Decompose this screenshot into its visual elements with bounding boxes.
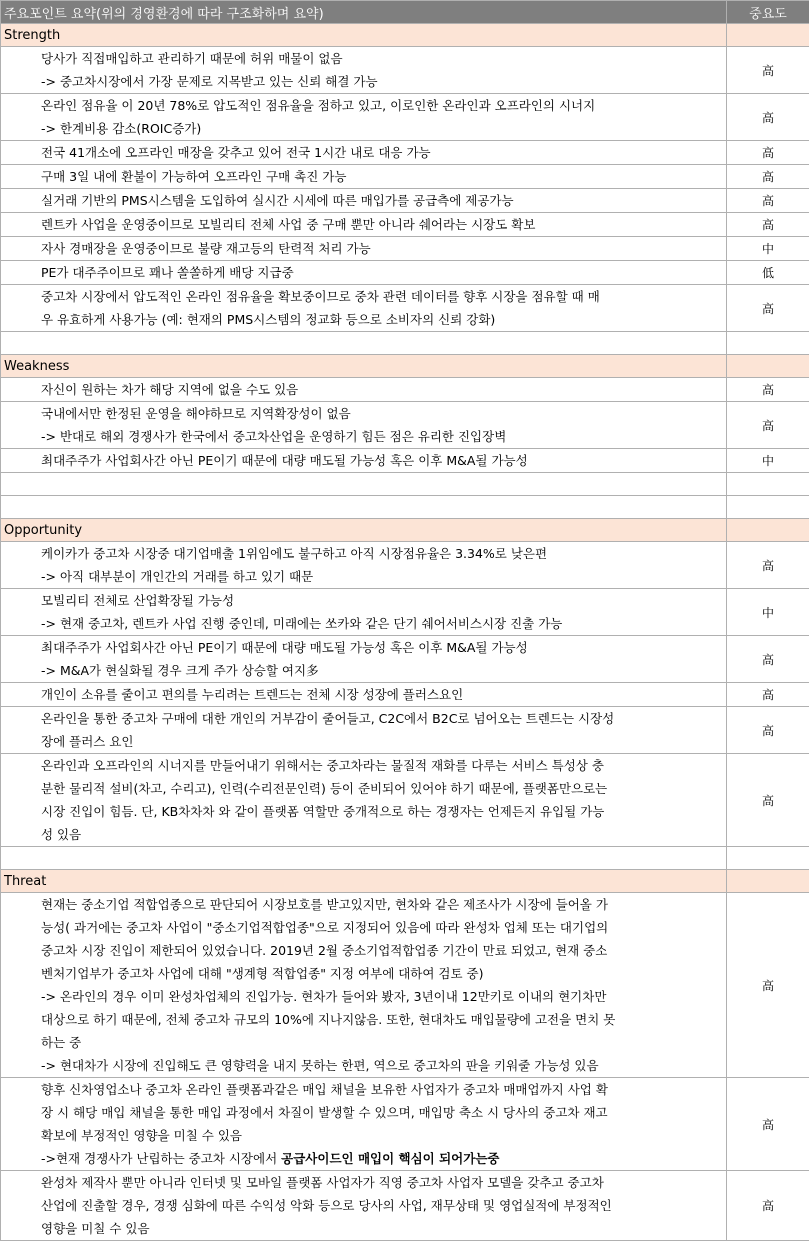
table-row (1, 683, 809, 707)
summary-line: -> 온라인의 경우 이미 완성차업체의 진입가능. 현차가 들어와 봤자, 3년이내 12만키로 이내의 현기차만 (41, 985, 720, 1008)
summary-line: 대상으로 하기 때문에, 전체 중고차 규모의 10%에 지나지않음. 또한, 현대차도 매입물량에 고전을 면치 못 (41, 1008, 720, 1031)
summary-cell (1, 707, 727, 754)
table-row (1, 1078, 809, 1171)
table-row (1, 378, 809, 402)
summary-cell (1, 1171, 727, 1241)
section-title: Weakness (1, 355, 727, 378)
importance-cell: 高 (727, 893, 809, 1078)
summary-line: 중고차 시장 진입이 제한되어 있었습니다. 2019년 2월 중소기업적합업종 기간이 만료 되었고, 현재 중소 (41, 939, 720, 962)
importance-cell: 高 (727, 683, 809, 707)
importance-cell: 高 (727, 754, 809, 847)
table-row (1, 141, 809, 165)
section-importance-cell (727, 24, 809, 47)
summary-line: 렌트카 사업을 운영중이므로 모빌리티 전체 사업 중 구매 뿐만 아니라 쉐어라는 시장도 확보 (41, 213, 720, 236)
summary-line: -> M&A가 현실화될 경우 크게 주가 상승할 여지多 (41, 659, 720, 682)
summary-line: 모빌리티 전체로 산업확장될 가능성 (41, 589, 720, 612)
table-row (1, 261, 809, 285)
summary-cell (1, 141, 727, 165)
summary-line: 최대주주가 사업회사간 아닌 PE이기 때문에 대량 매도될 가능성 혹은 이후 M&A될 가능성 (41, 636, 720, 659)
summary-cell (1, 237, 727, 261)
summary-cell (1, 449, 727, 473)
table-row (1, 542, 809, 589)
summary-cell (1, 893, 727, 1078)
importance-cell: 高 (727, 542, 809, 589)
importance-cell: 高 (727, 1078, 809, 1171)
importance-cell: 高 (727, 165, 809, 189)
section-title: Threat (1, 870, 727, 893)
table-row (1, 165, 809, 189)
section-importance-cell (727, 355, 809, 378)
summary-line: 전국 41개소에 오프라인 매장을 갖추고 있어 전국 1시간 내로 대응 가능 (41, 141, 720, 164)
summary-line: 확보에 부정적인 영향을 미칠 수 있음 (41, 1124, 720, 1147)
summary-line-emphasis (41, 1147, 720, 1170)
summary-line: -> 현대차가 시장에 진입해도 큰 영향력을 내지 못하는 한편, 역으로 중고차의 판을 키워줄 가능성 있음 (41, 1054, 720, 1077)
summary-line: -> 현재 중고차, 렌트카 사업 진행 중인데, 미래에는 쏘카와 같은 단기 쉐어서비스시장 진출 가능 (41, 612, 720, 635)
blank-row (1, 847, 809, 870)
summary-line: 성 있음 (41, 823, 720, 846)
table-body (1, 1, 809, 1241)
summary-line: 영향을 미칠 수 있음 (41, 1217, 720, 1240)
section-header-threat (1, 870, 809, 893)
summary-line: 우 유효하게 사용가능 (예: 현재의 PMS시스템의 정교화 등으로 소비자의 신뢰 강화) (41, 308, 720, 331)
summary-cell (1, 47, 727, 94)
blank-cell (727, 496, 809, 519)
summary-cell (1, 683, 727, 707)
table-row (1, 1171, 809, 1241)
summary-line: 향후 신차영업소나 중고차 온라인 플랫폼과같은 매입 채널을 보유한 사업자가 중고차 매매업까지 사업 확 (41, 1078, 720, 1101)
summary-cell (1, 165, 727, 189)
blank-cell (727, 473, 809, 496)
summary-line: 시장 진입이 힘듬. 단, KB차차차 와 같이 플랫폼 역할만 중개적으로 하는 경쟁자는 언제든지 유입될 가능 (41, 800, 720, 823)
blank-cell (1, 332, 727, 355)
table-row (1, 285, 809, 332)
summary-cell (1, 636, 727, 683)
table-row (1, 402, 809, 449)
summary-line: 능성( 과거에는 중고차 사업이 "중소기업적합업종"으로 지정되어 있음에 따라 완성차 업체 또는 대기업의 (41, 916, 720, 939)
summary-line: 벤처기업부가 중고차 사업에 대해 "생계형 적합업종" 지정 여부에 대하여 검토 중) (41, 962, 720, 985)
summary-line: 중고차 시장에서 압도적인 온라인 점유율을 확보중이므로 중차 관련 데이터를 향후 시장을 점유할 때 매 (41, 285, 720, 308)
importance-cell: 高 (727, 1171, 809, 1241)
summary-line: 개인이 소유를 줄이고 편의를 누리려는 트렌드는 전체 시장 성장에 플러스요인 (41, 683, 720, 706)
importance-cell: 高 (727, 189, 809, 213)
blank-cell (1, 847, 727, 870)
summary-line: 온라인 점유율 이 20년 78%로 압도적인 점유율을 점하고 있고, 이로인한 온라인과 오프라인의 시너지 (41, 94, 720, 117)
table-row (1, 237, 809, 261)
summary-line: 자사 경매장을 운영중이므로 불량 재고등의 탄력적 처리 가능 (41, 237, 720, 260)
blank-cell (727, 847, 809, 870)
summary-line: 최대주주가 사업회사간 아닌 PE이기 때문에 대량 매도될 가능성 혹은 이후 M&A될 가능성 (41, 449, 720, 472)
summary-cell (1, 542, 727, 589)
section-title: Opportunity (1, 519, 727, 542)
summary-cell (1, 589, 727, 636)
blank-row (1, 332, 809, 355)
section-importance-cell (727, 519, 809, 542)
importance-cell: 高 (727, 94, 809, 141)
summary-line: -> 아직 대부분이 개인간의 거래를 하고 있기 때문 (41, 565, 720, 588)
blank-cell (1, 473, 727, 496)
summary-line: 온라인과 오프라인의 시너지를 만들어내기 위해서는 중고차라는 물질적 재화를 다루는 서비스 특성상 충 (41, 754, 720, 777)
blank-row (1, 473, 809, 496)
summary-line: 현재는 중소기업 적합업종으로 판단되어 시장보호를 받고있지만, 현차와 같은 제조사가 시장에 들어올 가 (41, 893, 720, 916)
summary-line: 하는 중 (41, 1031, 720, 1054)
table-row (1, 636, 809, 683)
summary-line: 자신이 원하는 차가 해당 지역에 없을 수도 있음 (41, 378, 720, 401)
table-row (1, 94, 809, 141)
summary-line: -> 한계비용 감소(ROIC증가) (41, 117, 720, 140)
blank-cell (1, 496, 727, 519)
table-row (1, 893, 809, 1078)
section-title: Strength (1, 24, 727, 47)
summary-line: 온라인을 통한 중고차 구매에 대한 개인의 거부감이 줄어들고, C2C에서 B2C로 넘어오는 트렌드는 시장성 (41, 707, 720, 730)
summary-text: ->현재 경쟁사가 난립하는 중고차 시장에서 (41, 1151, 281, 1166)
summary-cell (1, 213, 727, 237)
importance-cell: 高 (727, 636, 809, 683)
section-importance-cell (727, 870, 809, 893)
table-row (1, 47, 809, 94)
summary-line: 장에 플러스 요인 (41, 730, 720, 753)
summary-cell (1, 261, 727, 285)
summary-line: 실거래 기반의 PMS시스템을 도입하여 실시간 시세에 따른 매입가를 공급측에 제공가능 (41, 189, 720, 212)
summary-cell (1, 402, 727, 449)
summary-line: 분한 물리적 설비(차고, 수리고), 인력(수리전문인력) 등이 준비되어 있어야 하기 때문에, 플랫폼만으로는 (41, 777, 720, 800)
blank-row (1, 496, 809, 519)
importance-cell: 中 (727, 237, 809, 261)
summary-line: -> 반대로 해외 경쟁사가 한국에서 중고차산업을 운영하기 힘든 점은 유리한 진입장벽 (41, 425, 720, 448)
importance-cell: 高 (727, 141, 809, 165)
importance-cell: 高 (727, 402, 809, 449)
summary-bold-text: 공급사이드인 매입이 핵심이 되어가는중 (281, 1151, 499, 1166)
summary-line: 완성차 제작사 뿐만 아니라 인터넷 및 모바일 플랫폼 사업자가 직영 중고차 사업자 모델을 갖추고 중고차 (41, 1171, 720, 1194)
summary-line: 국내에서만 한정된 운영을 해야하므로 지역확장성이 없음 (41, 402, 720, 425)
importance-cell: 高 (727, 213, 809, 237)
summary-line: 케이카가 중고차 시장중 대기업매출 1위임에도 불구하고 아직 시장점유율은 3.34%로 낮은편 (41, 542, 720, 565)
summary-cell (1, 378, 727, 402)
summary-cell (1, 285, 727, 332)
importance-cell: 中 (727, 449, 809, 473)
blank-cell (727, 332, 809, 355)
importance-cell: 低 (727, 261, 809, 285)
summary-line: 장 시 해당 매입 채널을 통한 매입 과정에서 차질이 발생할 수 있으며, 매입망 축소 시 당사의 중고차 재고 (41, 1101, 720, 1124)
summary-cell (1, 189, 727, 213)
importance-cell: 高 (727, 285, 809, 332)
summary-line: PE가 대주주이므로 꽤나 쏠쏠하게 배당 지급중 (41, 261, 720, 284)
section-header-strength (1, 24, 809, 47)
section-header-opportunity (1, 519, 809, 542)
table-row (1, 707, 809, 754)
summary-line: 구매 3일 내에 환불이 가능하여 오프라인 구매 촉진 가능 (41, 165, 720, 188)
table-row (1, 589, 809, 636)
table-header-row (1, 1, 809, 24)
importance-cell: 高 (727, 378, 809, 402)
summary-cell (1, 94, 727, 141)
summary-line: -> 중고차시장에서 가장 문제로 지목받고 있는 신뢰 해결 가능 (41, 70, 720, 93)
table-row (1, 213, 809, 237)
importance-cell: 高 (727, 47, 809, 94)
summary-cell (1, 1078, 727, 1171)
summary-cell (1, 754, 727, 847)
table-row (1, 189, 809, 213)
importance-column-header: 중요도 (727, 1, 809, 24)
section-header-weakness (1, 355, 809, 378)
importance-cell: 中 (727, 589, 809, 636)
summary-line: 산업에 진출할 경우, 경쟁 심화에 따른 수익성 악화 등으로 당사의 사업, 재무상태 및 영업실적에 부정적인 (41, 1194, 720, 1217)
importance-cell: 高 (727, 707, 809, 754)
summary-line: 당사가 직접매입하고 관리하기 때문에 허위 매물이 없음 (41, 47, 720, 70)
summary-column-header: 주요포인트 요약(위의 경영환경에 따라 구조화하며 요약) (1, 1, 727, 24)
table-row (1, 449, 809, 473)
table-row (1, 754, 809, 847)
